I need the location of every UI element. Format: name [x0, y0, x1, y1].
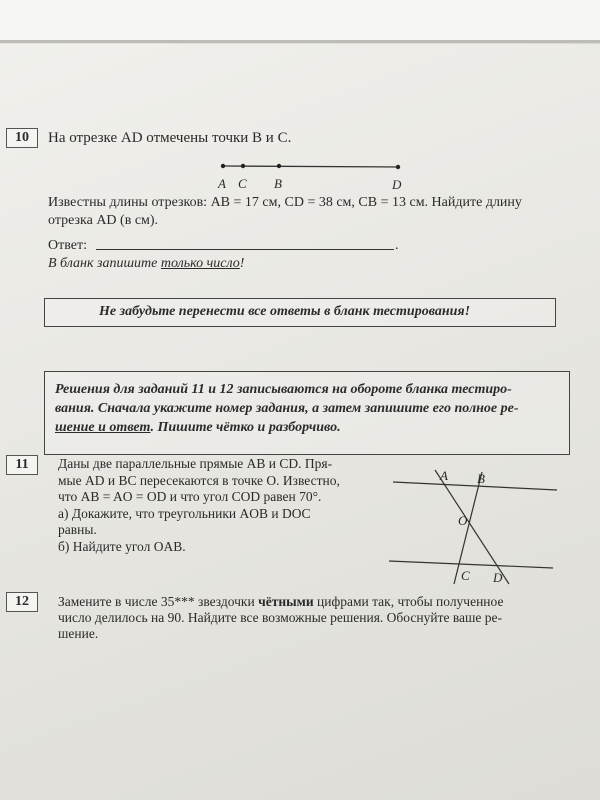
- transfer-reminder-text: Не забудьте перенести все ответы в бланк тестирования!: [99, 304, 471, 319]
- page-edge: [0, 40, 600, 43]
- answer-field[interactable]: [96, 249, 394, 250]
- q10-statement: На отрезке AD отмечены точки B и C.: [48, 130, 292, 146]
- q10-lengths: Известны длины отрезков: AB = 17 см, CD = 38 см, CB = 13 см. Найдите длину: [48, 195, 522, 210]
- segment-ad-line: [223, 166, 398, 167]
- point-c: [241, 164, 245, 168]
- label-c: C: [461, 568, 470, 583]
- label-d: D: [493, 570, 503, 585]
- label-a: A: [440, 468, 448, 483]
- label-a: A: [218, 176, 226, 191]
- answer-period: .: [395, 238, 399, 253]
- task-number-10: 10: [6, 128, 38, 148]
- answer-hint: В бланк запишите только число!: [48, 256, 245, 271]
- segment-ad-figure: [210, 156, 410, 196]
- top-margin: [0, 0, 600, 40]
- solutions-instruction-text: Решения для заданий 11 и 12 записываются на обороте бланка тестиро- вания. Сначала укажите номер задания, а затем запишите его полное ре- шение и ответ. Пишите чётко и разборчиво.: [55, 382, 519, 435]
- point-d: [396, 165, 400, 169]
- worksheet-page: [0, 44, 600, 800]
- point-b: [277, 164, 281, 168]
- parallel-lines-figure: [385, 462, 570, 588]
- label-b: B: [274, 176, 282, 191]
- q12-statement: Замените в числе 35*** звездочки чётными цифрами так, чтобы полученное число делилось на 90. Найдите все возможные решения. Обоснуйте ваше ре- шение.: [58, 594, 504, 641]
- task-number-12: 12: [6, 592, 38, 612]
- line-ab: [393, 482, 557, 490]
- point-a: [221, 164, 225, 168]
- solutions-instruction-box: [44, 371, 570, 455]
- q10-question: отрезка AD (в см).: [48, 213, 159, 228]
- label-b: B: [477, 471, 485, 486]
- label-d: D: [392, 177, 402, 192]
- label-c: C: [238, 176, 247, 191]
- transfer-reminder-box: [44, 298, 556, 327]
- label-o: O: [458, 513, 468, 528]
- line-cd: [389, 561, 553, 568]
- answer-label: Ответ:: [48, 238, 87, 253]
- q11-statement: Даны две параллельные прямые AB и CD. Пря- мые AD и BC пересекаются в точке O. Известно, что AB = AO = OD и что угол COD равен 70°. а) Докажите, что треугольники AOB и DOC равны. б) Найдите угол OAB.: [58, 456, 340, 554]
- task-number-11: 11: [6, 455, 38, 475]
